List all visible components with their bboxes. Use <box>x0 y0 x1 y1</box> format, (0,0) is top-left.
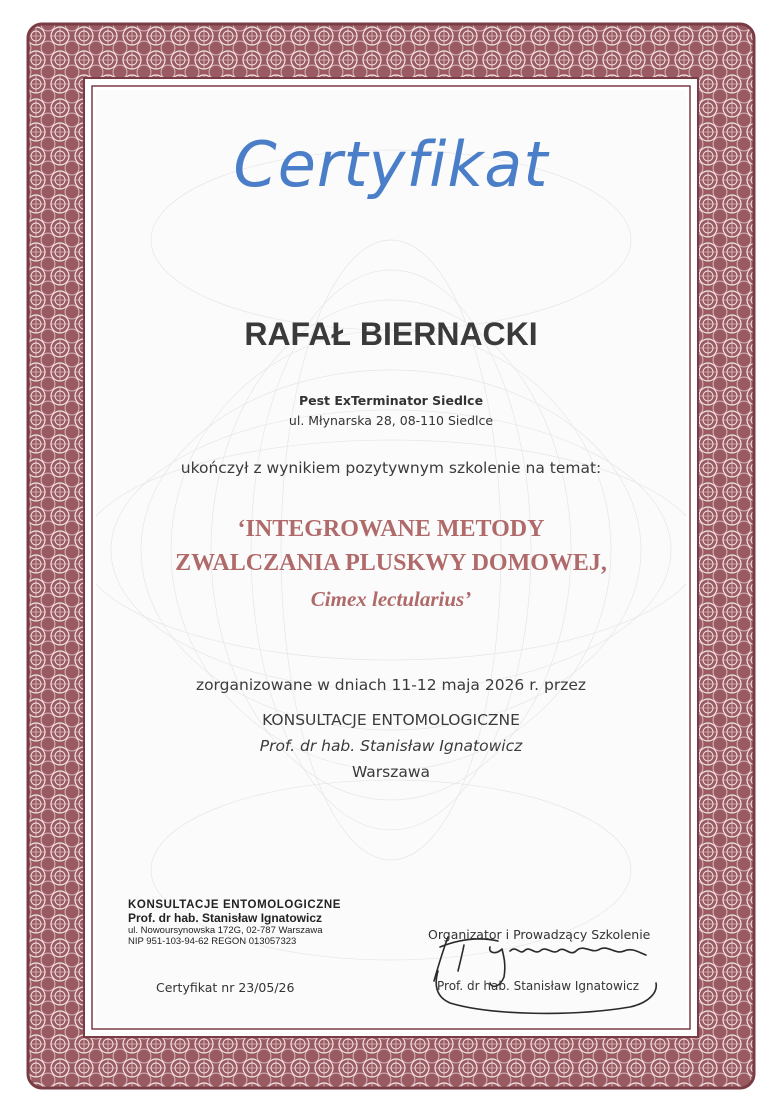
course-title-line-1: ‘INTEGROWANE METODY <box>237 516 545 542</box>
certificate-title: Certyfikat <box>233 128 549 201</box>
course-title-line-2: ZWALCZANIA PLUSKWY DOMOWEJ, <box>175 550 607 576</box>
organizer-person: Prof. dr hab. Stanisław Ignatowicz <box>259 737 523 755</box>
handwritten-signature <box>420 925 670 1025</box>
company-stamp <box>128 899 353 947</box>
company-address: ul. Młynarska 28, 08-110 Siedlce <box>288 413 494 428</box>
stamp-line-4: NIP 951-103-94-62 REGON 013057323 <box>128 936 297 947</box>
course-title-line-3: Cimex lectularius’ <box>310 587 472 611</box>
completion-statement: ukończył z wynikiem pozytywnym szkolenie na temat: <box>180 459 602 477</box>
training-dates: zorganizowane w dniach 11-12 maja 2026 r. przez <box>195 676 587 694</box>
organizer-name: KONSULTACJE ENTOMOLOGICZNE <box>262 711 520 729</box>
organizer-city: Warszawa <box>351 763 431 781</box>
recipient-name: RAFAŁ BIERNACKI <box>244 316 538 352</box>
certificate-number: Certyfikat nr 23/05/26 <box>156 979 295 995</box>
company-name: Pest ExTerminator Siedlce <box>298 393 484 408</box>
stamp-line-2: Prof. dr hab. Stanisław Ignatowicz <box>128 911 323 925</box>
signer-name: Prof. dr hab. Stanisław Ignatowicz <box>437 979 640 993</box>
stamp-line-3: ul. Nowoursynowska 172G, 02-787 Warszawa <box>128 925 323 936</box>
stamp-line-1: KONSULTACJE ENTOMOLOGICZNE <box>128 899 342 911</box>
organizer-role: Organizator i Prowadzący Szkolenie <box>428 926 651 942</box>
